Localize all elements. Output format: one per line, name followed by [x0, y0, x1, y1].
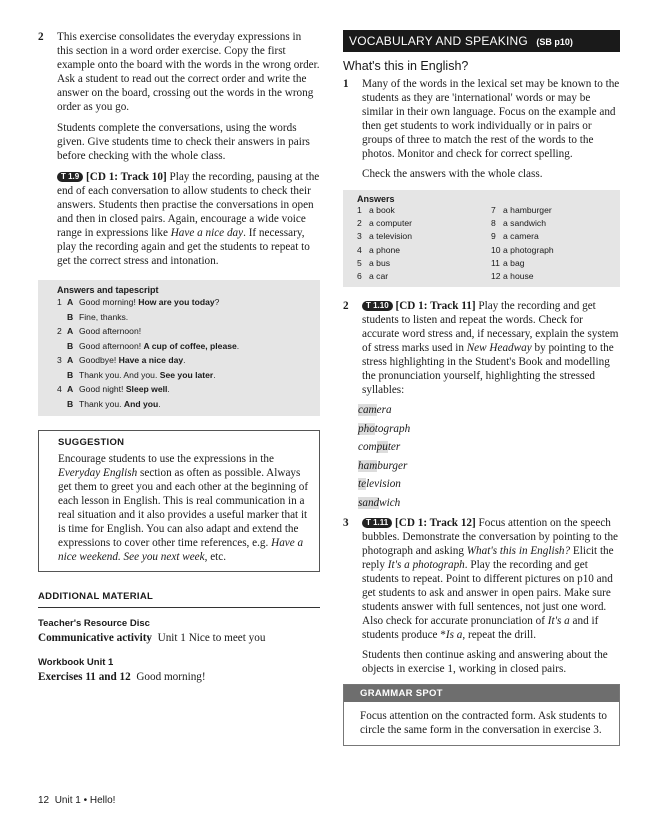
answers-title: Answers and tapescript	[57, 285, 159, 295]
speaker-label: B	[67, 311, 74, 322]
footer-separator: •	[83, 795, 88, 806]
stressed-syllable: ham	[358, 459, 378, 472]
answer-word: a photograph	[503, 244, 554, 255]
unstressed-syllable: tograph	[374, 422, 411, 435]
speaker-label: B	[67, 398, 74, 409]
dialogue	[57, 382, 312, 411]
exercise-2-paragraph	[362, 299, 620, 397]
answer-word: a sandwich	[503, 218, 546, 229]
line-text: Thank you.	[79, 398, 124, 409]
answer-number: 8	[491, 218, 496, 229]
grammar-spot-text: Focus attention on the contracted form. Ask students to circle the same form in the conversation in exercise 3.	[360, 710, 608, 737]
line-end: .	[213, 369, 216, 380]
answer-number: 3	[357, 231, 362, 242]
answer-word: a hamburger	[503, 205, 552, 215]
dialogue-number: 4	[57, 384, 62, 394]
exercise-3-paragraph-1	[362, 516, 620, 642]
answer-word: a television	[369, 231, 412, 242]
exercise-2-paragraph-1: This exercise consolidates the everyday expressions in this section in a word order exercise. Copy the first example onto the board with the words in the wrong order. Ask a student to read out the correct order and write the answer on the board, crossing out the words in the wrong order as you go.	[57, 31, 320, 113]
exercise-number: 2	[38, 31, 44, 43]
speaker-label: A	[67, 326, 74, 336]
italic-phrase: Have a nice weekend. See you next week	[58, 537, 304, 563]
additional-material-heading	[38, 586, 320, 608]
answers-box	[343, 190, 620, 287]
italic-phrase: Is a	[445, 629, 463, 642]
answer-number: 11	[491, 257, 500, 268]
answer-word: a bus	[369, 257, 391, 268]
answer-word: a camera	[503, 231, 539, 242]
exercise-number: 3	[343, 517, 349, 530]
answer-text: How are you today	[138, 297, 215, 307]
stressed-syllable: te	[358, 478, 367, 491]
exercise-3-paragraph-2: Students then continue asking and answering about the objects in exercise 1, working in closed pairs.	[362, 649, 608, 676]
italic-phrase: It's a	[547, 615, 570, 628]
speaker-label: B	[67, 340, 74, 351]
stress-word	[343, 401, 620, 420]
line-end: .	[167, 384, 170, 394]
stressed-syllable: sand	[358, 496, 380, 509]
suggestion-box	[38, 430, 320, 572]
banner-title: VOCABULARY AND SPEAKING	[349, 34, 528, 48]
dialogue-line	[57, 382, 312, 397]
answer-text: And you	[123, 398, 159, 409]
cd-track: [CD 1: Track 11]	[395, 300, 476, 313]
answer-word: a house	[503, 271, 534, 282]
paragraph-text: . Play the recording and get students to repeat. Point to different pictures on p10 and get students to ask and answer in open pairs. Make sure students answer with full sentences, not just one word. Also check for accurate pronunciation of	[362, 559, 613, 628]
answer-number: 6	[357, 271, 362, 282]
resource-text: Unit 1 Nice to meet you	[157, 632, 266, 644]
stressed-syllable: cam	[358, 404, 377, 417]
footer-title: Hello!	[89, 795, 116, 806]
answers-title: Answers	[357, 194, 395, 204]
dialogue-number: 3	[57, 355, 62, 365]
workbook-line	[38, 670, 320, 684]
track-badge: T 1.10	[362, 301, 393, 311]
line-end: ?	[214, 297, 220, 307]
dialogue-line	[57, 353, 312, 368]
answers-grid	[357, 204, 612, 283]
answer-item	[357, 230, 491, 243]
answer-word: a computer	[369, 218, 412, 229]
dialogue-list	[57, 295, 312, 411]
answer-item	[491, 244, 554, 257]
right-column	[343, 30, 620, 746]
answer-item	[357, 244, 491, 257]
italic-phrase: It's a photograph	[387, 559, 465, 572]
paragraph-text: Focus attention on the speech bubbles. Demonstrate the conversation by pointing to the photograph and asking	[362, 517, 619, 558]
line-text: Goodbye!	[79, 355, 119, 365]
track-badge: T 1.9	[57, 172, 83, 182]
answer-number: 5	[357, 257, 362, 268]
speaker-label: A	[67, 384, 74, 394]
dialogue	[57, 353, 312, 382]
cd-track: [CD 1: Track 10]	[86, 171, 167, 183]
suggestion-text	[58, 452, 311, 564]
workbook-title: Workbook Unit 1	[38, 657, 114, 668]
cd-track: [CD 1: Track 12]	[395, 517, 476, 530]
unstressed-syllable: era	[376, 404, 392, 417]
exercise-1	[343, 77, 620, 181]
stress-word-list	[343, 401, 620, 512]
dialogue-line	[57, 339, 312, 354]
exercise-number: 1	[343, 78, 349, 90]
paragraph-text: , etc.	[204, 551, 227, 563]
dialogue-line	[57, 310, 312, 325]
exercise-2-paragraph-3	[57, 170, 320, 268]
answer-item	[491, 204, 554, 217]
page-number: 12	[38, 795, 50, 806]
exercise-number: 2	[343, 300, 349, 313]
exercise-2-right	[343, 299, 620, 397]
answer-item	[357, 270, 491, 283]
paragraph-text: , repeat the drill.	[462, 629, 536, 642]
trd-title: Teacher's Resource Disc	[38, 618, 150, 629]
answer-text: Sleep well	[125, 384, 168, 394]
paragraph-text: . If necessary, play the recording again and get the students to repeat to get the correct stress and intonation.	[57, 227, 310, 267]
paragraph-text: by pointing to the stress highlighting in the Student's Book and modelling the pronunciation yourself, highlighting the stressed syllables:	[362, 342, 614, 397]
banner-reference: (SB p10)	[536, 37, 573, 47]
exercise-2-left	[38, 30, 320, 268]
paragraph-text: Play the recording, pausing at the end of each conversation to allow students to check their answers. Students then practise the conversations in open and then in closed pairs. Again, encourage a wide voice range in expressions like	[57, 171, 320, 239]
unstressed-syllable: com	[358, 441, 377, 454]
section-banner	[343, 30, 620, 52]
paragraph-text: section as often as possible. Always get them to greet you and each other at the beginning of each lesson in English. This is real communication in a real situation and it also provides a useful marker that it is time for English. You can also adapt and extend the expressions to cover other time references, e.g.	[58, 467, 309, 549]
page-footer	[38, 795, 115, 806]
line-end: .	[158, 398, 161, 409]
answer-word: a book	[369, 205, 395, 215]
dialogue-line	[57, 324, 312, 339]
answer-number: 9	[491, 231, 496, 242]
suggestion-title: SUGGESTION	[58, 437, 125, 448]
dialogue-number: 1	[57, 297, 62, 307]
line-text: Fine, thanks.	[79, 311, 129, 322]
line-end: .	[236, 340, 240, 351]
trd-line	[38, 631, 320, 645]
stressed-syllable: pu	[376, 441, 388, 454]
paragraph-text: Play the recording and get students to listen and repeat the words. Check for accurate word stress and, if necessary, explain the system of stress marks used in	[362, 300, 619, 355]
exercise-1-paragraph-2: Check the answers with the whole class.	[362, 168, 543, 180]
unstressed-syllable: wich	[379, 496, 401, 509]
answer-text: See you later	[159, 369, 214, 380]
speaker-label: A	[67, 297, 74, 307]
grammar-spot-title: GRAMMAR SPOT	[344, 685, 619, 702]
answers-tapescript-box	[38, 280, 320, 416]
answer-word: a phone	[369, 244, 401, 255]
exercise-3	[343, 516, 620, 676]
italic-phrase: What's this in English?	[466, 545, 571, 558]
speaker-label: B	[67, 369, 74, 380]
unstressed-syllable: ter	[387, 441, 401, 454]
stress-word	[343, 438, 620, 457]
italic-phrase: Have a nice day	[170, 227, 244, 239]
line-end: .	[183, 355, 186, 365]
exercise-1-paragraph-1: Many of the words in the lexical set may be known to the students as they are 'international' words or may be similar in their own language. Focus on the example and then get students to work individually or in pairs or groups of three to match the rest of the words to the photos. Monitor and check for correct spelling.	[362, 78, 620, 160]
paragraph-text: and if students produce *	[362, 615, 599, 642]
bold-label: Exercises 11 and 12	[38, 671, 131, 683]
footer-unit: Unit 1	[54, 795, 81, 806]
dialogue	[57, 295, 312, 324]
line-text: Good afternoon!	[79, 340, 144, 351]
line-text: Good night!	[79, 384, 126, 394]
answer-item	[491, 230, 554, 243]
paragraph-text: Encourage students to use the expressions in the	[58, 453, 274, 465]
answer-number: 1	[357, 205, 362, 215]
answer-text: Have a nice day	[118, 355, 184, 365]
answers-left-list	[357, 204, 491, 283]
bold-label: Communicative activity	[38, 632, 153, 644]
answer-number: 12	[491, 271, 501, 282]
line-text: Thank you. And you.	[79, 369, 160, 380]
stress-word	[343, 494, 620, 513]
answer-number: 2	[357, 218, 362, 229]
answers-right-list	[491, 204, 554, 283]
answer-item	[491, 257, 554, 270]
answer-item	[491, 270, 554, 283]
answer-number: 10	[491, 244, 501, 255]
section-title: ADDITIONAL MATERIAL	[38, 591, 154, 602]
answer-item	[491, 217, 554, 230]
answer-number: 7	[491, 205, 496, 215]
answer-word: a bag	[503, 257, 525, 268]
answer-number: 4	[357, 244, 362, 255]
stress-word	[343, 457, 620, 476]
stress-word	[343, 475, 620, 494]
grammar-spot-box	[343, 684, 620, 746]
dialogue-number: 2	[57, 326, 62, 336]
dialogue-line	[57, 397, 312, 412]
left-column	[38, 30, 320, 684]
answer-text: A cup of coffee, please	[143, 340, 237, 351]
line-text: Good afternoon!	[79, 326, 142, 336]
dialogue	[57, 324, 312, 353]
italic-phrase: Everyday English	[58, 467, 138, 479]
speaker-label: A	[67, 355, 74, 365]
exercise-2-paragraph-2: Students complete the conversations, using the words given. Give students time to check their answers in pairs before checking with the whole class.	[57, 122, 310, 162]
line-text: Good morning!	[79, 297, 139, 307]
stressed-syllable: pho	[358, 422, 375, 435]
italic-phrase: New Headway	[466, 342, 532, 355]
unstressed-syllable: burger	[377, 459, 408, 472]
track-badge: T 1.11	[362, 518, 392, 528]
subtitle: What's this in English?	[343, 59, 469, 73]
answer-item	[357, 217, 491, 230]
unstressed-syllable: levision	[366, 478, 401, 491]
answer-item	[357, 204, 491, 217]
stress-word	[343, 420, 620, 439]
dialogue-line	[57, 368, 312, 383]
dialogue-line	[57, 295, 312, 310]
resource-text: Good morning!	[136, 671, 206, 683]
paragraph-text: Elicit the reply	[362, 545, 614, 572]
answer-item	[357, 257, 491, 270]
answer-word: a car	[369, 271, 389, 282]
